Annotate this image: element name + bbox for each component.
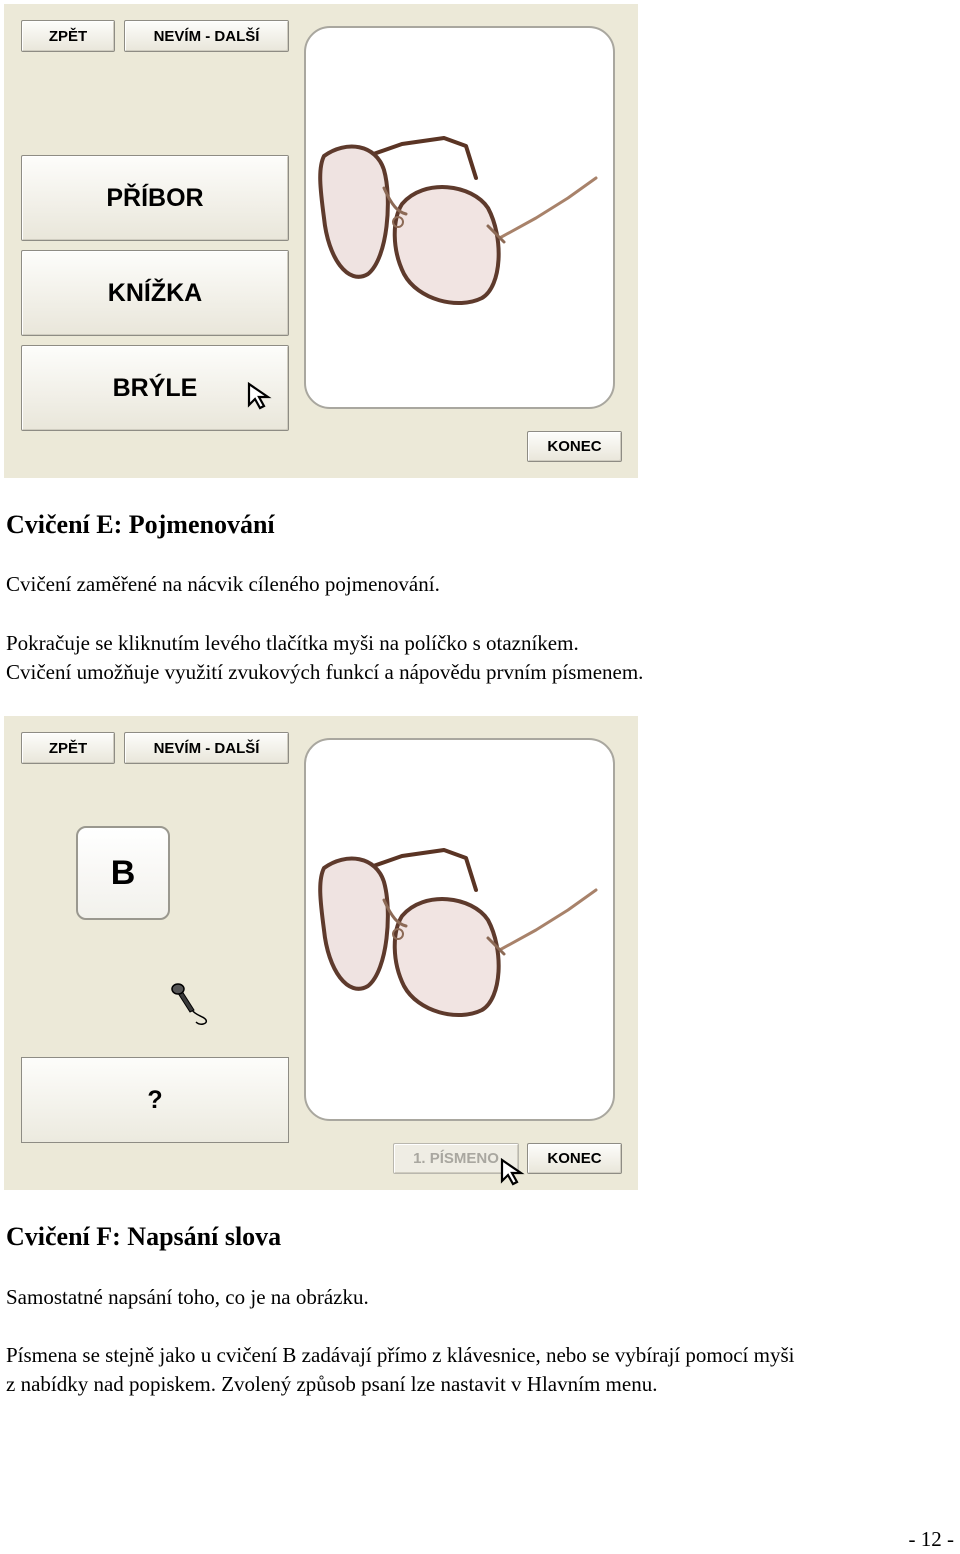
answer-field[interactable]: ? — [21, 1057, 289, 1143]
page-number: - 12 - — [908, 1527, 954, 1551]
picture-frame — [304, 26, 615, 409]
section-f-paragraph-2 — [6, 1341, 794, 1399]
section-e-paragraph-2-line-1: Pokračuje se kliknutím levého tlačítka myši na políčko s otazníkem. — [6, 631, 579, 655]
picture-frame — [304, 738, 615, 1121]
back-button[interactable]: ZPĚT — [21, 20, 115, 52]
section-f-paragraph-2-line-2: z nabídky nad popiskem. Zvolený způsob psaní lze nastavit v Hlavním menu. — [6, 1372, 658, 1396]
choice-button-pribor[interactable]: PŘÍBOR — [21, 155, 289, 241]
screenshot-naming-exercise — [4, 716, 638, 1190]
first-letter-button[interactable]: 1. PÍSMENO — [393, 1143, 519, 1174]
end-button[interactable]: KONEC — [527, 1143, 622, 1174]
hint-letter-box: B — [76, 826, 170, 920]
section-f-paragraph-1: Samostatné napsání toho, co je na obrázku. — [6, 1285, 369, 1309]
eyeglasses-image — [306, 740, 613, 1119]
section-f-heading: Cvičení F: Napsání slova — [6, 1222, 282, 1251]
arrow-cursor-icon — [246, 381, 276, 411]
eyeglasses-image — [306, 28, 613, 407]
choice-button-knizka[interactable]: KNÍŽKA — [21, 250, 289, 336]
back-button[interactable]: ZPĚT — [21, 732, 115, 764]
section-e-heading: Cvičení E: Pojmenování — [6, 510, 275, 539]
choice-button-bryle[interactable]: BRÝLE — [21, 345, 289, 431]
section-f-paragraph-2-line-1: Písmena se stejně jako u cvičení B zadávají přímo z klávesnice, nebo se vybírají pomocí myši — [6, 1343, 795, 1367]
microphone-icon[interactable] — [170, 982, 210, 1028]
section-e-paragraph-1: Cvičení zaměřené na nácvik cíleného pojmenování. — [6, 572, 440, 596]
section-e-paragraph-2-line-2: Cvičení umožňuje využití zvukových funkcí a nápovědu prvním písmenem. — [6, 660, 644, 684]
arrow-cursor-icon — [499, 1157, 529, 1187]
dont-know-next-button[interactable]: NEVÍM - DALŠÍ — [124, 732, 289, 764]
end-button[interactable]: KONEC — [527, 431, 622, 462]
section-e-paragraph-2 — [6, 629, 643, 687]
screenshot-choice-exercise — [4, 4, 638, 478]
dont-know-next-button[interactable]: NEVÍM - DALŠÍ — [124, 20, 289, 52]
